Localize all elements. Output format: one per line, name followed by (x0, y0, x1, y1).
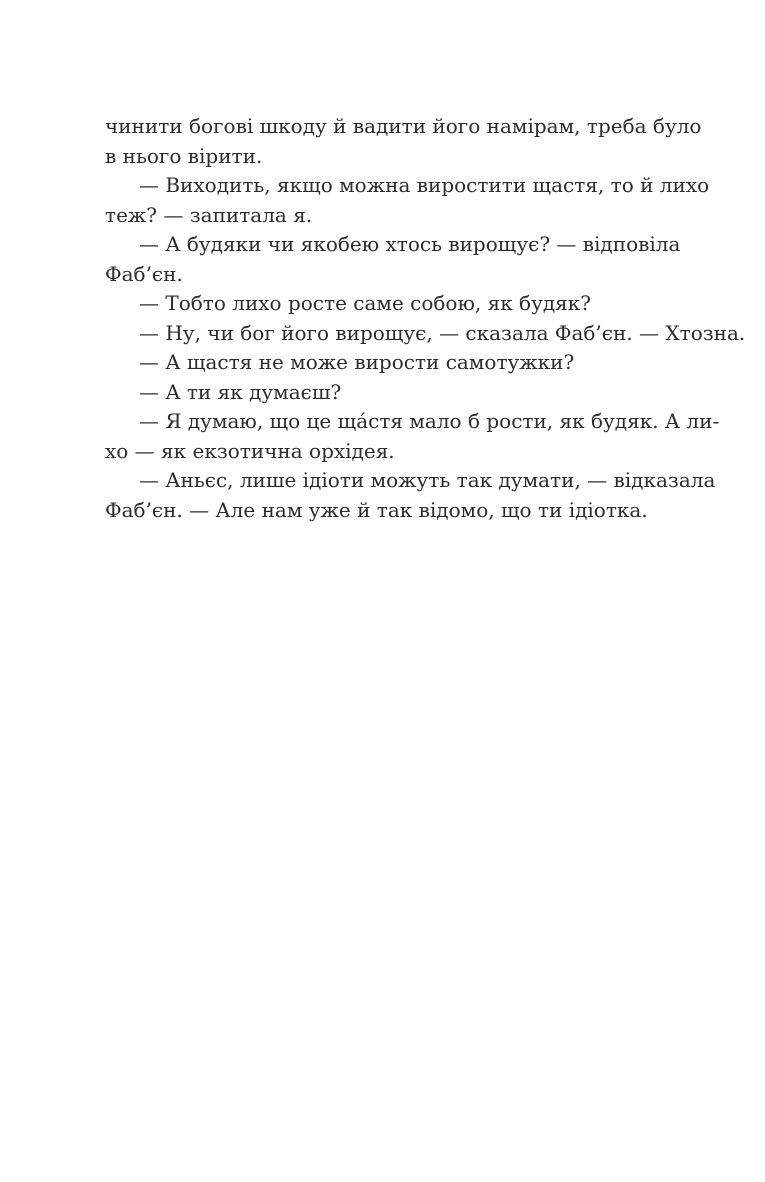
text-line: — Аньєс, лише ідіоти можуть так думати, — відказала (139, 468, 716, 492)
text-line: теж? — запитала я. (105, 202, 313, 227)
text-line: — Тобто лихо росте саме собою, як будяк? (139, 291, 592, 315)
book-page-text (105, 112, 746, 525)
text-line: Фаб’єн. — Але нам уже й так відомо, що ти ідіотка. (105, 497, 648, 522)
text-line: — А щастя не може вирости самотужки? (139, 350, 575, 374)
text-line: — Ну, чи бог його вирощує, — сказала Фаб’єн. — Хтозна. (139, 320, 746, 345)
text-line: — Я думаю, що це ща́стя мало б рости, як будяк. А ли- (139, 409, 720, 433)
text-line: хо — як екзотична орхідея. (105, 438, 395, 463)
text-line: — А будяки чи якобею хтось вирощує? — відповіла (139, 232, 681, 256)
text-line: Фаб’єн. (105, 261, 183, 286)
text-line: — Виходить, якщо можна виростити щастя, то й лихо (139, 173, 710, 197)
text-line: чинити богові шкоду й вадити його намірам, треба було (105, 114, 702, 138)
text-line: в нього вірити. (105, 143, 263, 168)
text-line: — А ти як думаєш? (139, 379, 342, 404)
